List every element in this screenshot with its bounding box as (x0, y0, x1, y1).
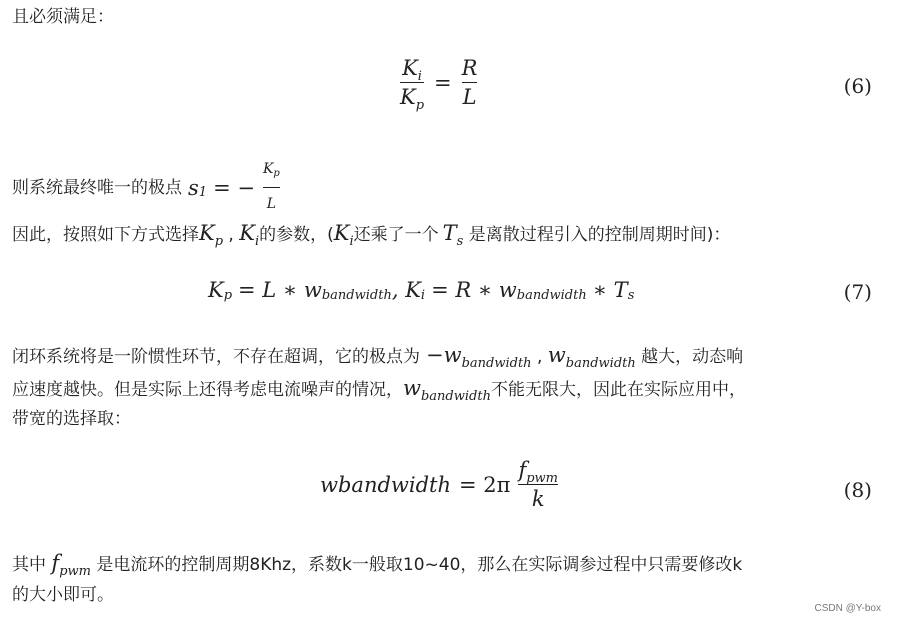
dynamic-response-text: 越大，动态响 (635, 347, 744, 367)
ki-symbol: , K (391, 278, 421, 302)
l-symbol: L (266, 196, 277, 212)
ki-subscript: i (254, 234, 260, 249)
w-symbol: w (403, 376, 421, 400)
fpwm-over-k-fraction (518, 458, 558, 511)
neg-w-symbol: −w (426, 343, 462, 367)
equation-6-number: (6) (843, 74, 872, 98)
equation-7-number: (7) (843, 280, 872, 304)
f-symbol: f (518, 458, 527, 482)
equation-6 (396, 56, 481, 113)
closed-loop-text: 闭环系统将是一阶惯性环节，不存在超调，它的极点为 (12, 347, 420, 367)
ts-symbol: T (442, 221, 457, 245)
k-symbol: k (531, 487, 545, 511)
kp-symbol: K (199, 221, 215, 245)
parameter-text-3: 还乘了一个 (353, 225, 439, 245)
r-symbol: R (461, 56, 478, 80)
ki-symbol: K (402, 56, 418, 80)
bandwidth-subscript-2: bandwidth (516, 287, 587, 303)
intro-line: 且必须满足： (12, 7, 114, 27)
r-times-w: = R ∗ w (431, 278, 517, 302)
comma: , (531, 347, 548, 367)
equals-2pi: = 2π (459, 472, 511, 497)
equation-7 (208, 278, 634, 302)
ki-subscript: i (417, 69, 422, 84)
bandwidth-subscript: bandwidth (420, 389, 491, 404)
equation-8-number: (8) (843, 478, 872, 502)
kp-symbol: K (400, 85, 416, 109)
kp-symbol: K (208, 278, 224, 302)
r-over-l-fraction (462, 56, 478, 109)
pwm-subscript: pwm (59, 564, 91, 579)
closed-loop-line-1 (12, 340, 743, 374)
watermark: CSDN @Y-box (814, 603, 881, 614)
summary-text-1: 其中 (12, 555, 52, 575)
pwm-subscript: pwm (526, 471, 559, 486)
kp-over-l-fraction (263, 153, 280, 219)
kp-subscript: p (214, 234, 224, 249)
parameter-text-1: 因此，按照如下方式选择 (12, 225, 199, 245)
kp-subscript: p (273, 168, 280, 179)
w-symbol: w (547, 343, 566, 367)
equation-8 (320, 458, 562, 511)
ki-subscript-2: i (349, 234, 354, 249)
summary-line-1 (12, 548, 742, 582)
ki-symbol: K (239, 221, 255, 245)
bandwidth-subscript: bandwidth (461, 356, 532, 371)
l-symbol: L (462, 85, 477, 109)
comma: , (223, 225, 240, 245)
parameter-line (12, 218, 730, 252)
l-times-w: = L ∗ w (238, 278, 322, 302)
summary-line-2: 的大小即可。 (12, 585, 114, 605)
s-symbol: s (188, 176, 199, 200)
closed-loop-line-2 (12, 373, 746, 407)
bandwidth-subscript-2: bandwidth (565, 356, 636, 371)
pole-text: 则系统最终唯一的极点 (12, 178, 182, 198)
summary-text-2: 是电流环的控制周期8Khz，系数k一般取10~40，那么在实际调参过程中只需要修改k (90, 555, 743, 575)
kp-subscript: p (223, 287, 233, 303)
noise-text: 应速度越快。但是实际上还得考虑电流噪声的情况， (12, 380, 403, 400)
parameter-text-2: 的参数，( (259, 225, 334, 245)
equals-sign: = (434, 70, 452, 95)
ki-subscript: i (420, 287, 426, 303)
kp-subscript: p (415, 98, 425, 113)
wbandwidth-symbol: wbandwidth (320, 472, 452, 497)
s-subscript: 1 (198, 185, 208, 200)
ts-subscript: s (627, 287, 635, 303)
ki-over-kp-fraction (400, 56, 425, 113)
ts-subscript: s (456, 234, 464, 249)
ki-symbol-2: K (333, 221, 350, 245)
kp-symbol: K (262, 161, 274, 177)
limit-text: 不能无限大，因此在实际应用中， (490, 380, 746, 400)
pole-line (12, 155, 282, 221)
equals-minus: = − (213, 176, 255, 200)
closed-loop-line-3: 带宽的选择取： (12, 409, 131, 429)
parameter-text-4: 是离散过程引入的控制周期时间)： (463, 225, 731, 245)
bandwidth-subscript: bandwidth (321, 287, 392, 303)
f-symbol: f (51, 551, 60, 575)
times-ts: ∗ T (592, 278, 628, 302)
